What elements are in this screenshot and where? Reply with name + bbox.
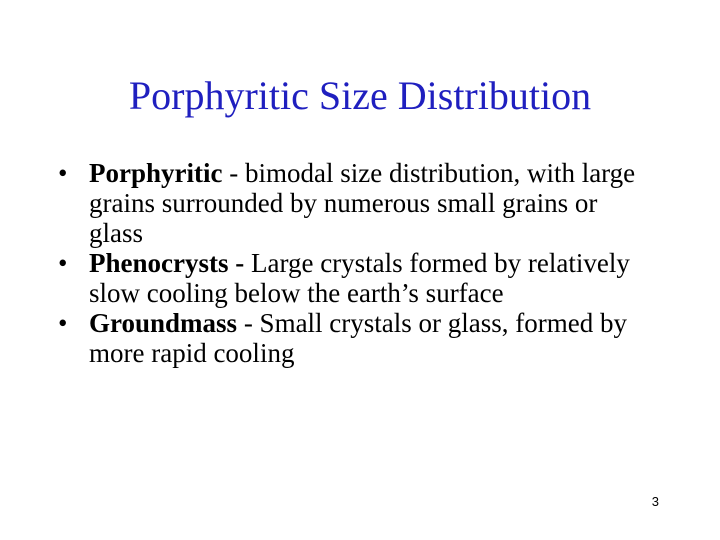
bullet-dot: •	[58, 308, 68, 338]
bullet-text: - Small crystals or glass, formed by more rapid cooling	[89, 308, 627, 368]
slide-title: Porphyritic Size Distribution	[128, 73, 592, 118]
bullet-text: Large crystals formed by relatively slow cooling below the earth’s surface	[89, 248, 630, 308]
page-number: 3	[651, 494, 659, 509]
bullet-item-groundmass	[58, 308, 658, 368]
bullet-list	[58, 158, 658, 368]
bullet-term: Phenocrysts -	[89, 248, 245, 278]
bullet-term: Groundmass	[89, 308, 238, 338]
bullet-dot: •	[58, 248, 68, 278]
bullet-text: - bimodal size distribution, with large grains surrounded by numerous small grains or glass	[89, 158, 636, 248]
bullet-item-porphyritic	[58, 158, 658, 248]
bullet-dot: •	[58, 158, 68, 188]
bullet-term: Porphyritic	[89, 158, 223, 188]
bullet-item-phenocrysts	[58, 248, 658, 308]
